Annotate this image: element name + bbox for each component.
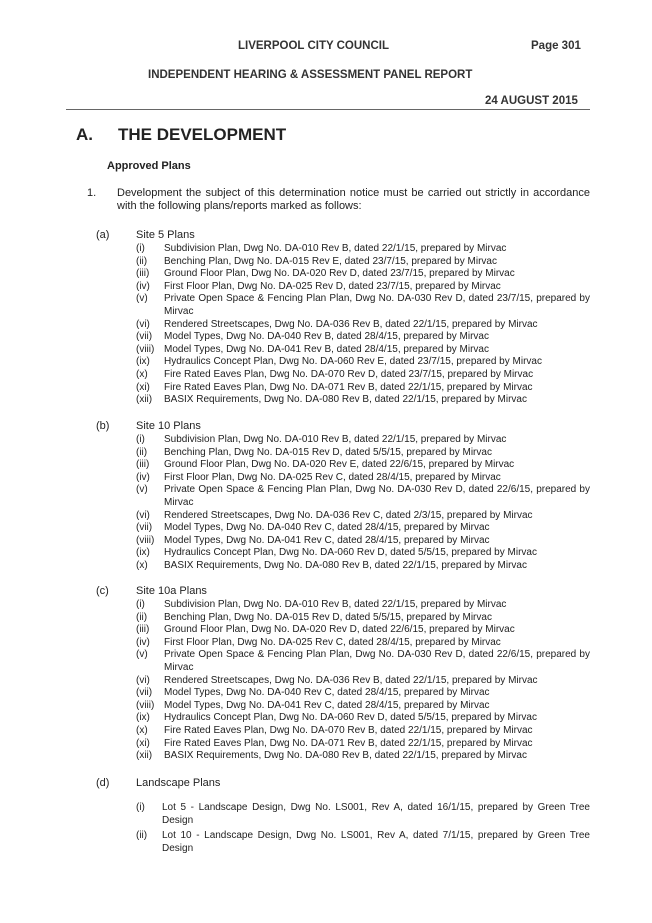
- item-text: Model Types, Dwg No. DA-041 Rev C, dated 28/4/15, prepared by Mirvac: [164, 534, 490, 546]
- item-numeral: (i): [136, 434, 145, 445]
- plan-list: [136, 243, 590, 407]
- plan-group-landscape: [96, 777, 590, 862]
- item-text: First Floor Plan, Dwg No. DA-025 Rev C, dated 28/4/15, prepared by Mirvac: [164, 636, 501, 648]
- item-text: Fire Rated Eaves Plan, Dwg No. DA-071 Rev B, dated 22/1/15, prepared by Mirvac: [164, 381, 533, 393]
- list-item: [136, 356, 590, 369]
- list-item: [136, 382, 590, 395]
- list-item: [136, 281, 590, 294]
- item-numeral: (ix): [136, 547, 150, 559]
- item-text: BASIX Requirements, Dwg No. DA-080 Rev B, dated 22/1/15, prepared by Mirvac: [164, 559, 527, 571]
- list-item: [136, 560, 590, 573]
- list-item: [136, 434, 590, 447]
- list-item: [136, 624, 590, 637]
- item-text: Private Open Space & Fencing Plan Plan, Dwg No. DA-030 Rev D, dated 23/7/15, prepared by Mirvac: [164, 293, 590, 317]
- list-item: [136, 750, 590, 763]
- list-item: [136, 649, 590, 674]
- item-text: Ground Floor Plan, Dwg No. DA-020 Rev E, dated 22/6/15, prepared by Mirvac: [164, 459, 515, 471]
- list-item: [136, 319, 590, 332]
- item-text: Subdivision Plan, Dwg No. DA-010 Rev B, dated 22/1/15, prepared by Mirvac: [164, 434, 507, 445]
- list-item: [136, 522, 590, 535]
- list-item: [136, 700, 590, 713]
- list-item: [136, 687, 590, 700]
- group-title: Site 10 Plans: [136, 420, 201, 432]
- item-text: Rendered Streetscapes, Dwg No. DA-036 Rev B, dated 22/1/15, prepared by Mirvac: [164, 674, 538, 686]
- condition-number: 1.: [87, 187, 97, 199]
- list-item: [136, 802, 590, 827]
- item-numeral: (iv): [136, 636, 150, 648]
- item-numeral: (iii): [136, 624, 150, 636]
- item-numeral: (x): [136, 559, 148, 571]
- plan-group-site-10: [96, 420, 590, 575]
- item-numeral: (viii): [136, 343, 155, 355]
- item-numeral: (ii): [136, 830, 148, 842]
- list-item: [136, 459, 590, 472]
- group-title: Landscape Plans: [136, 777, 221, 789]
- list-item: [136, 738, 590, 751]
- item-numeral: (iii): [136, 459, 150, 471]
- list-item: [136, 472, 590, 485]
- group-label: (d): [96, 777, 110, 789]
- list-item: [136, 510, 590, 523]
- item-numeral: (viii): [136, 534, 155, 546]
- page-number: Page 301: [531, 40, 581, 52]
- plan-list: [136, 434, 590, 573]
- item-numeral: (vii): [136, 331, 153, 343]
- list-item: [136, 599, 590, 612]
- item-text: Hydraulics Concept Plan, Dwg No. DA-060 Rev D, dated 5/5/15, prepared by Mirvac: [164, 712, 537, 724]
- list-item: [136, 344, 590, 357]
- item-numeral: (v): [136, 484, 148, 496]
- item-numeral: (x): [136, 724, 148, 736]
- item-text: First Floor Plan, Dwg No. DA-025 Rev C, dated 28/4/15, prepared by Mirvac: [164, 471, 501, 483]
- item-text: Private Open Space & Fencing Plan Plan, Dwg No. DA-030 Rev D, dated 22/6/15, prepared by Mirvac: [164, 484, 590, 508]
- item-numeral: (x): [136, 368, 148, 380]
- item-numeral: (iv): [136, 280, 150, 292]
- list-item: [136, 830, 590, 855]
- list-item: [136, 725, 590, 738]
- list-item: [136, 256, 590, 269]
- group-title: Site 5 Plans: [136, 229, 195, 241]
- item-numeral: (vii): [136, 687, 153, 699]
- list-item: [136, 712, 590, 725]
- item-text: Model Types, Dwg No. DA-041 Rev C, dated 28/4/15, prepared by Mirvac: [164, 699, 490, 711]
- council-name: LIVERPOOL CITY COUNCIL: [238, 40, 390, 52]
- item-numeral: (vii): [136, 522, 153, 534]
- item-numeral: (i): [136, 599, 145, 610]
- subheading: Approved Plans: [107, 160, 191, 172]
- report-date: 24 AUGUST 2015: [485, 95, 578, 107]
- list-item: [136, 535, 590, 548]
- list-item: [136, 637, 590, 650]
- item-numeral: (ix): [136, 712, 150, 724]
- item-numeral: (i): [136, 243, 145, 254]
- plan-group-site-5: [96, 229, 590, 409]
- group-title: Site 10a Plans: [136, 585, 207, 597]
- item-text: Lot 5 - Landscape Design, Dwg No. LS001, Rev A, dated 16/1/15, prepared by Green Tree Design: [162, 802, 590, 826]
- item-numeral: (vi): [136, 674, 150, 686]
- item-text: Subdivision Plan, Dwg No. DA-010 Rev B, dated 22/1/15, prepared by Mirvac: [164, 599, 507, 610]
- item-numeral: (ii): [136, 255, 148, 267]
- report-title: INDEPENDENT HEARING & ASSESSMENT PANEL REPORT: [148, 69, 473, 81]
- item-text: Ground Floor Plan, Dwg No. DA-020 Rev D, dated 22/6/15, prepared by Mirvac: [164, 624, 515, 636]
- item-numeral: (v): [136, 649, 148, 661]
- item-text: BASIX Requirements, Dwg No. DA-080 Rev B, dated 22/1/15, prepared by Mirvac: [164, 394, 527, 406]
- item-numeral: (v): [136, 293, 148, 305]
- item-numeral: (xii): [136, 750, 153, 762]
- item-numeral: (ii): [136, 446, 148, 458]
- condition-text: Development the subject of this determination notice must be carried out strictly in accordance with the following plans/reports marked as follows:: [117, 187, 590, 212]
- item-text: First Floor Plan, Dwg No. DA-025 Rev D, dated 23/7/15, prepared by Mirvac: [164, 280, 501, 292]
- item-text: Lot 10 - Landscape Design, Dwg No. LS001, Rev A, dated 7/1/15, prepared by Green Tree Design: [162, 830, 590, 854]
- item-text: Private Open Space & Fencing Plan Plan, Dwg No. DA-030 Rev D, dated 22/6/15, prepared by Mirvac: [164, 649, 590, 673]
- list-item: [136, 484, 590, 509]
- item-numeral: (vi): [136, 318, 150, 330]
- item-text: Model Types, Dwg No. DA-041 Rev B, dated 28/4/15, prepared by Mirvac: [164, 343, 489, 355]
- section-letter: A.: [76, 125, 93, 144]
- header-divider: [66, 109, 590, 110]
- item-text: Model Types, Dwg No. DA-040 Rev C, dated 28/4/15, prepared by Mirvac: [164, 687, 490, 699]
- list-item: [136, 612, 590, 625]
- plan-group-site-10a: [96, 585, 590, 765]
- list-item: [136, 675, 590, 688]
- group-label: (a): [96, 229, 110, 241]
- list-item: [136, 547, 590, 560]
- group-label: (b): [96, 420, 110, 432]
- list-item: [136, 331, 590, 344]
- item-text: Subdivision Plan, Dwg No. DA-010 Rev B, dated 22/1/15, prepared by Mirvac: [164, 243, 507, 254]
- item-numeral: (iii): [136, 268, 150, 280]
- item-text: Benching Plan, Dwg No. DA-015 Rev E, dated 23/7/15, prepared by Mirvac: [164, 255, 497, 267]
- item-numeral: (ii): [136, 611, 148, 623]
- item-numeral: (xi): [136, 381, 150, 393]
- item-numeral: (iv): [136, 471, 150, 483]
- list-item: [136, 293, 590, 318]
- list-item: [136, 369, 590, 382]
- item-text: Model Types, Dwg No. DA-040 Rev C, dated 28/4/15, prepared by Mirvac: [164, 522, 490, 534]
- item-numeral: (ix): [136, 356, 150, 368]
- item-numeral: (xii): [136, 394, 153, 406]
- section-title: THE DEVELOPMENT: [118, 125, 287, 144]
- item-numeral: (xi): [136, 737, 150, 749]
- item-text: Model Types, Dwg No. DA-040 Rev B, dated 28/4/15, prepared by Mirvac: [164, 331, 489, 343]
- item-text: Fire Rated Eaves Plan, Dwg No. DA-071 Rev B, dated 22/1/15, prepared by Mirvac: [164, 737, 533, 749]
- item-text: Benching Plan, Dwg No. DA-015 Rev D, dated 5/5/15, prepared by Mirvac: [164, 611, 492, 623]
- item-text: Ground Floor Plan, Dwg No. DA-020 Rev D, dated 23/7/15, prepared by Mirvac: [164, 268, 515, 280]
- item-text: Hydraulics Concept Plan, Dwg No. DA-060 Rev D, dated 5/5/15, prepared by Mirvac: [164, 547, 537, 559]
- list-item: [136, 268, 590, 281]
- list-item: [136, 243, 590, 256]
- item-text: Fire Rated Eaves Plan, Dwg No. DA-070 Rev B, dated 22/1/15, prepared by Mirvac: [164, 724, 533, 736]
- item-text: BASIX Requirements, Dwg No. DA-080 Rev B, dated 22/1/15, prepared by Mirvac: [164, 750, 527, 762]
- list-item: [136, 447, 590, 460]
- plan-list: [136, 802, 590, 855]
- list-item: [136, 394, 590, 407]
- item-numeral: (i): [136, 802, 145, 813]
- item-text: Benching Plan, Dwg No. DA-015 Rev D, dated 5/5/15, prepared by Mirvac: [164, 446, 492, 458]
- item-text: Rendered Streetscapes, Dwg No. DA-036 Rev B, dated 22/1/15, prepared by Mirvac: [164, 318, 538, 330]
- item-text: Rendered Streetscapes, Dwg No. DA-036 Rev C, dated 2/3/15, prepared by Mirvac: [164, 509, 533, 521]
- group-label: (c): [96, 585, 109, 597]
- plan-list: [136, 599, 590, 763]
- item-numeral: (vi): [136, 509, 150, 521]
- item-text: Fire Rated Eaves Plan, Dwg No. DA-070 Rev D, dated 23/7/15, prepared by Mirvac: [164, 368, 534, 380]
- item-numeral: (viii): [136, 699, 155, 711]
- item-text: Hydraulics Concept Plan, Dwg No. DA-060 Rev E, dated 23/7/15, prepared by Mirvac: [164, 356, 542, 368]
